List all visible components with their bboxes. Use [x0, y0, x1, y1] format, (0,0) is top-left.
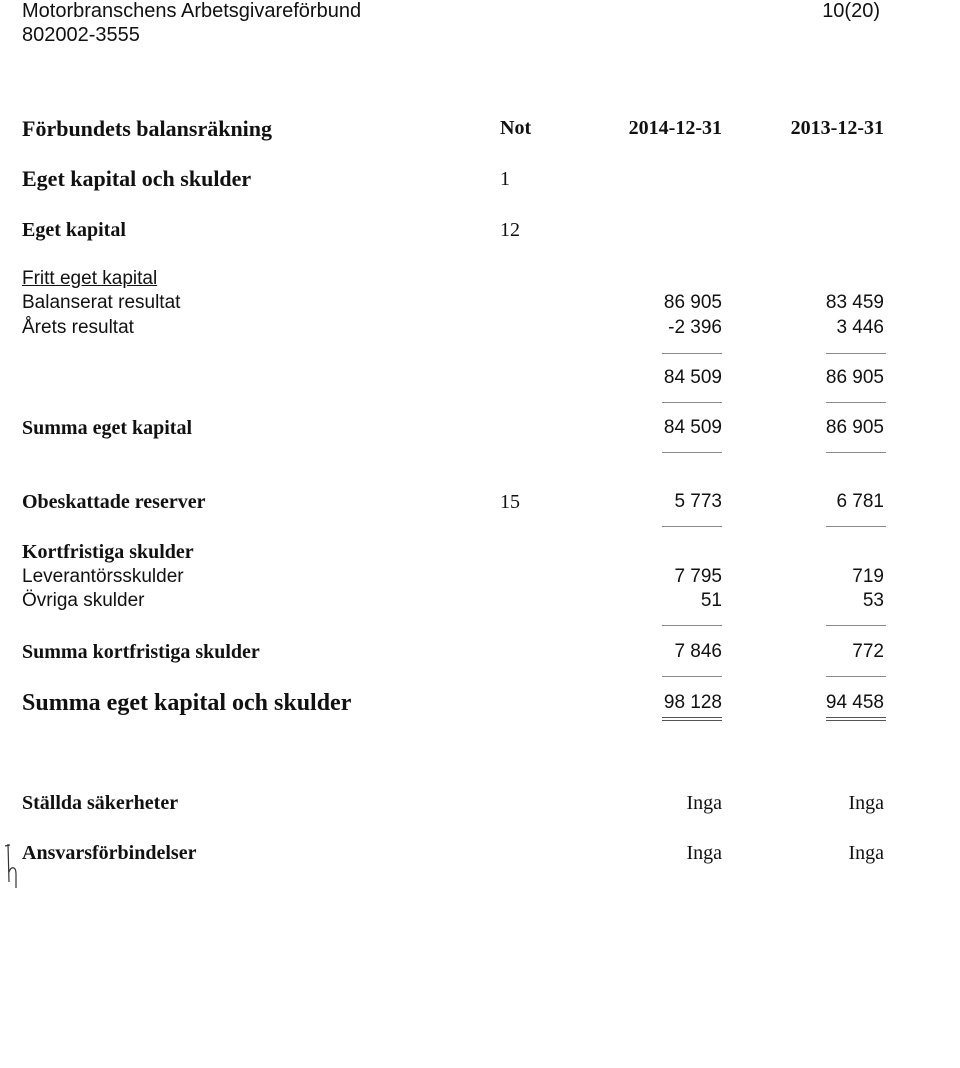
row-label-total-current-liabilities: Summa kortfristiga skulder — [22, 641, 260, 663]
section-heading-current-liabilities: Kortfristiga skulder — [22, 541, 194, 563]
subheading-free-equity: Fritt eget kapital — [22, 268, 158, 289]
value-untaxed-reserves-2013: 6 781 — [836, 491, 884, 512]
divider — [662, 402, 722, 403]
divider — [826, 353, 886, 354]
page-number: 10(20) — [822, 0, 880, 22]
value-other-liabilities-2014: 51 — [700, 590, 722, 611]
divider — [826, 625, 886, 626]
value-retained-earnings-2013: 83 459 — [825, 292, 884, 313]
note-ref-1: 1 — [500, 168, 510, 190]
value-total-equity-2014: 84 509 — [663, 417, 722, 438]
value-total-current-liabilities-2013: 772 — [852, 641, 884, 662]
organization-name: Motorbranschens Arbetsgivareförbund — [22, 0, 362, 22]
value-pledged-assets-2013: Inga — [848, 792, 884, 814]
value-free-equity-subtotal-2014: 84 509 — [663, 367, 722, 388]
row-label-year-result: Årets resultat — [22, 317, 134, 338]
divider — [662, 526, 722, 527]
divider — [662, 676, 722, 677]
divider — [826, 526, 886, 527]
divider — [826, 720, 886, 721]
row-label-other-liabilities: Övriga skulder — [22, 590, 145, 611]
note-ref-15: 15 — [500, 491, 520, 513]
value-retained-earnings-2014: 86 905 — [663, 292, 722, 313]
row-label-untaxed-reserves: Obeskattade reserver — [22, 491, 206, 513]
value-total-equity-liabilities-2013: 94 458 — [825, 692, 884, 713]
row-label-accounts-payable: Leverantörsskulder — [22, 566, 184, 587]
value-contingent-liabilities-2014: Inga — [686, 842, 722, 864]
divider — [662, 625, 722, 626]
note-ref-12: 12 — [500, 219, 520, 241]
row-label-pledged-assets: Ställda säkerheter — [22, 792, 179, 814]
value-accounts-payable-2013: 719 — [852, 566, 884, 587]
value-total-equity-2013: 86 905 — [825, 417, 884, 438]
organization-number: 802002-3555 — [22, 24, 140, 46]
column-header-2013: 2013-12-31 — [790, 117, 884, 139]
handwritten-mark-icon — [0, 842, 20, 890]
page-title: Förbundets balansräkning — [22, 116, 273, 141]
divider — [662, 717, 722, 718]
value-accounts-payable-2014: 7 795 — [674, 566, 722, 587]
value-year-result-2014: -2 396 — [668, 317, 722, 338]
value-contingent-liabilities-2013: Inga — [848, 842, 884, 864]
section-heading-equity: Eget kapital — [22, 219, 126, 241]
value-free-equity-subtotal-2013: 86 905 — [825, 367, 884, 388]
divider — [826, 676, 886, 677]
value-total-current-liabilities-2014: 7 846 — [674, 641, 722, 662]
value-other-liabilities-2013: 53 — [862, 590, 884, 611]
divider — [826, 452, 886, 453]
row-label-total-equity: Summa eget kapital — [22, 417, 192, 439]
column-header-2014: 2014-12-31 — [628, 117, 722, 139]
value-total-equity-liabilities-2014: 98 128 — [663, 692, 722, 713]
divider — [662, 353, 722, 354]
value-pledged-assets-2014: Inga — [686, 792, 722, 814]
divider — [662, 720, 722, 721]
value-untaxed-reserves-2014: 5 773 — [674, 491, 722, 512]
divider — [826, 402, 886, 403]
row-label-contingent-liabilities: Ansvarsförbindelser — [22, 842, 197, 864]
value-year-result-2013: 3 446 — [836, 317, 884, 338]
divider — [826, 717, 886, 718]
divider — [662, 452, 722, 453]
row-label-total-equity-liabilities: Summa eget kapital och skulder — [22, 690, 352, 716]
column-header-note: Not — [500, 117, 532, 139]
section-heading-equity-liabilities: Eget kapital och skulder — [22, 166, 252, 191]
row-label-retained-earnings: Balanserat resultat — [22, 292, 181, 313]
